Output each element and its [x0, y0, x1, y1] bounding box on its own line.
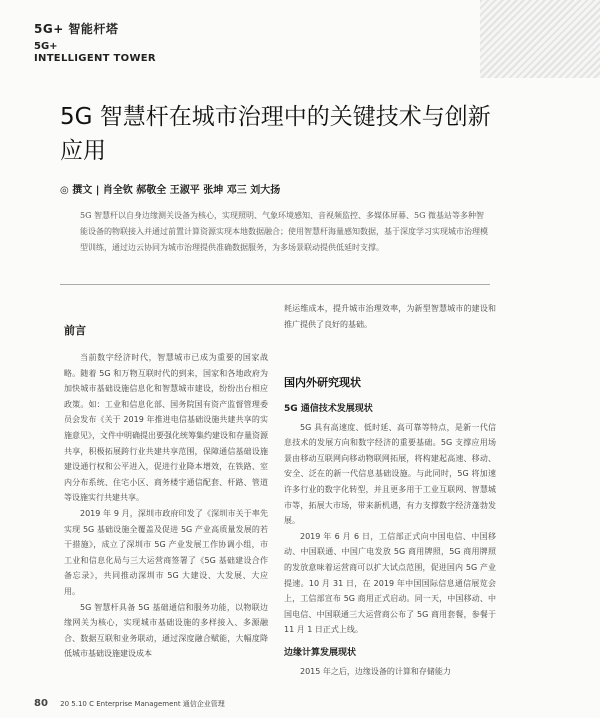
footer-text: 20 5.10 C Enterprise Management 通信企业管理: [60, 700, 225, 708]
corner-pattern: [480, 0, 600, 78]
paragraph: 2015 年之后，边缘设备的计算和存储能力: [300, 666, 451, 676]
subheading-edge: 边缘计算发展现状: [284, 647, 357, 658]
heading-intro: 前言: [64, 324, 86, 337]
section-label-en-1: 5G+: [34, 41, 58, 52]
divider: [60, 284, 490, 285]
paragraph: 5G 具有高速度、低时延、高可靠等特点，是新一代信息技术的发展方向和数字经济的重要基础。5G 支撑应用场景由移动互联网向移动物联网拓展，将构建起高速、移动、安全、泛在的新一代信息基础设施。与此同时，5G 将加速许多行业的数字化转型，并且更多用于工业互联网、智慧城市等，拓展大市场，带来新机遇，有力支撑数字经济蓬勃发展。: [284, 422, 496, 526]
right-column: [284, 394, 496, 679]
paragraph: 2019 年 9 月，深圳市政府印发了《深圳市关于率先实现 5G 基础设施全覆盖及促进 5G 产业高质量发展的若干措施》，成立了深圳市 5G 产业发展工作协调小组，市工业和信息化局与三大运营商签署了《5G 基础建设合作备忘录》，共同推动深圳市 5G 大建设、大发展、大应用。: [64, 508, 268, 596]
masthead: [34, 20, 156, 64]
left-column: [64, 350, 268, 662]
paragraph: 5G 智慧杆具备 5G 基础通信和服务功能，以物联边缘网关为核心，实现城市基础设施的多样接入、多源融合、数据互联和业务联动，通过深度融合赋能，大幅度降低城市基础设施建设成本: [64, 602, 268, 659]
authors: ◎ 撰文 | 肖全钦 郝敬全 王淑平 张坤 邓三 刘大扬: [60, 185, 281, 196]
section-label: 5G+ 智能杆塔: [34, 22, 119, 36]
section-label-en-2: INTELLIGENT TOWER: [34, 53, 156, 64]
right-top-text: [284, 301, 496, 332]
abstract: 5G 智慧杆以自身边缘测关设备为核心，实现照明、气象环境感知、音视频监控、多媒体屏幕、5G 微基站等多种智能设备的物联接入并通过前置计算资源实现本地数据融合；使用智慧杆海量感知数据，基于深度学习实现城市治理模型训练，通过边云协同为城市治理提供准确数据服务，为多场景联动提供低延时支撑。: [80, 211, 488, 252]
footer: [34, 698, 225, 709]
article-title: 5G 智慧杆在城市治理中的关键技术与创新应用: [60, 104, 491, 164]
subheading-5g: 5G 通信技术发展现状: [284, 404, 373, 414]
page-number: 80: [34, 698, 48, 709]
heading-research: 国内外研究现状: [284, 376, 361, 389]
paragraph: 耗运维成本，提升城市治理效率，为新型智慧城市的建设和推广提供了良好的基础。: [284, 304, 496, 329]
paragraph: 当前数字经济时代，智慧城市已成为重要的国家战略。随着 5G 和万物互联时代的到来，国家和各地政府为加快城市基础设施信息化和智慧城市建设，纷纷出台相应政策。如：工业和信息化部、国务院国有资产监督管理委员会发布《关于 2019 年推进电信基础设施共建共享的实施意见》，文件中明确提出要强化统筹集约建设和存量资源共享，积极拓展跨行业共建共享范围，保障通信基础设施建设通行权和公平进入，促进行业降本增效，在铁路、室内分布系统、住宅小区、商务楼宇通信配套、杆路、管道等设施实行共建共享。: [64, 353, 268, 503]
paragraph: 2019 年 6 月 6 日，工信部正式向中国电信、中国移动、中国联通、中国广电发放 5G 商用牌照，5G 商用牌照的发放意味着运营商可以扩大试点范围，促进国内 5G 产业提速。10 月 31 日，在 2019 年中国国际信息通信展览会上，工信部宣布 5G 商用正式启动。同一天，中国移动、中国电信、中国联通三大运营商公布了 5G 商用套餐，参餐于 11 月 1 日正式上线。: [284, 531, 496, 635]
